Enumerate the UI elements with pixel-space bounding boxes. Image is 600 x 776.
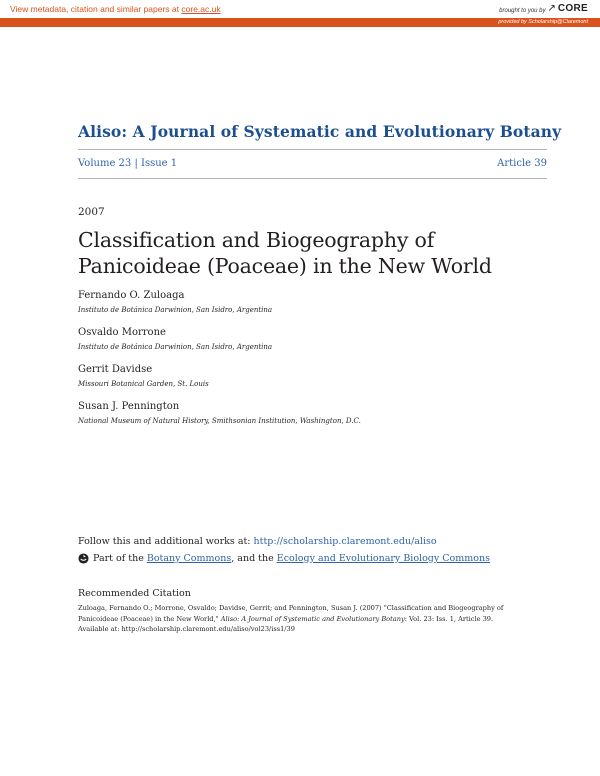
volume-line — [78, 158, 547, 169]
citation-title: Panicoideae (Poaceae) in the New World," — [78, 614, 221, 623]
volume-separator: | — [134, 158, 138, 169]
part-of-middle: , and the — [231, 553, 277, 564]
citation-journal: Aliso: A Journal of Systematic and Evolutionary Botany — [220, 614, 405, 623]
issue-link[interactable]: Issue 1 — [141, 158, 178, 169]
core-logo-text: CORE — [557, 3, 588, 14]
recommended-citation-heading: Recommended Citation — [78, 588, 191, 599]
divider-top — [78, 149, 547, 150]
core-ac-uk-link[interactable]: core.ac.uk — [181, 4, 221, 14]
part-of-prefix: Part of the — [93, 553, 147, 564]
core-view-text: View metadata, citation and similar papers at — [10, 4, 182, 14]
article-link[interactable]: Article 39 — [497, 158, 547, 169]
journal-title[interactable]: Aliso: A Journal of Systematic and Evolutionary Botany — [78, 122, 562, 141]
commons-icon — [78, 553, 89, 564]
brought-by-text: brought to you by — [499, 8, 546, 14]
author-name: Fernando O. Zuloaga — [78, 290, 185, 301]
citation-authors: Zuloaga, Fernando O.; Morrone, Osvaldo; Davidse, Gerrit; and Pennington, Susan J. (2007) "Classification and Biogeography of — [78, 604, 504, 612]
core-metadata-link[interactable] — [10, 4, 221, 14]
core-brand[interactable] — [499, 3, 588, 14]
author-name: Gerrit Davidse — [78, 364, 153, 375]
author-name: Susan J. Pennington — [78, 401, 180, 412]
author-name: Osvaldo Morrone — [78, 327, 166, 338]
volume-link[interactable]: Volume 23 — [78, 158, 132, 169]
recommended-citation — [78, 603, 528, 635]
publication-year: 2007 — [78, 206, 105, 218]
follow-url-link[interactable]: http://scholarship.claremont.edu/aliso — [253, 536, 437, 547]
citation-line-2 — [78, 614, 528, 625]
ecology-commons-link[interactable]: Ecology and Evolutionary Biology Commons — [276, 553, 490, 564]
author-affiliation: Missouri Botanical Garden, St. Louis — [78, 380, 209, 388]
citation-available[interactable]: Available at: http://scholarship.claremont.edu/aliso/vol23/iss1/39 — [78, 625, 295, 633]
follow-line — [78, 536, 437, 547]
author-affiliation: Instituto de Botánica Darwinion, San Isidro, Argentina — [78, 343, 273, 351]
paper-title: Classification and Biogeography of Panicoideae (Poaceae) in the New World — [78, 228, 492, 278]
botany-commons-link[interactable]: Botany Commons — [146, 553, 232, 564]
core-logo-icon: ↗ — [547, 3, 556, 14]
author-affiliation: Instituto de Botánica Darwinion, San Isidro, Argentina — [78, 306, 273, 314]
citation-volume: : Vol. 23: Iss. 1, Article 39. — [404, 614, 494, 623]
divider-bottom — [78, 178, 547, 179]
follow-label: Follow this and additional works at: — [78, 536, 254, 547]
part-of-line — [78, 553, 490, 564]
provided-by-text[interactable]: provided by Scholarship@Claremont — [498, 18, 588, 25]
author-affiliation: National Museum of Natural History, Smithsonian Institution, Washington, D.C. — [78, 417, 361, 425]
